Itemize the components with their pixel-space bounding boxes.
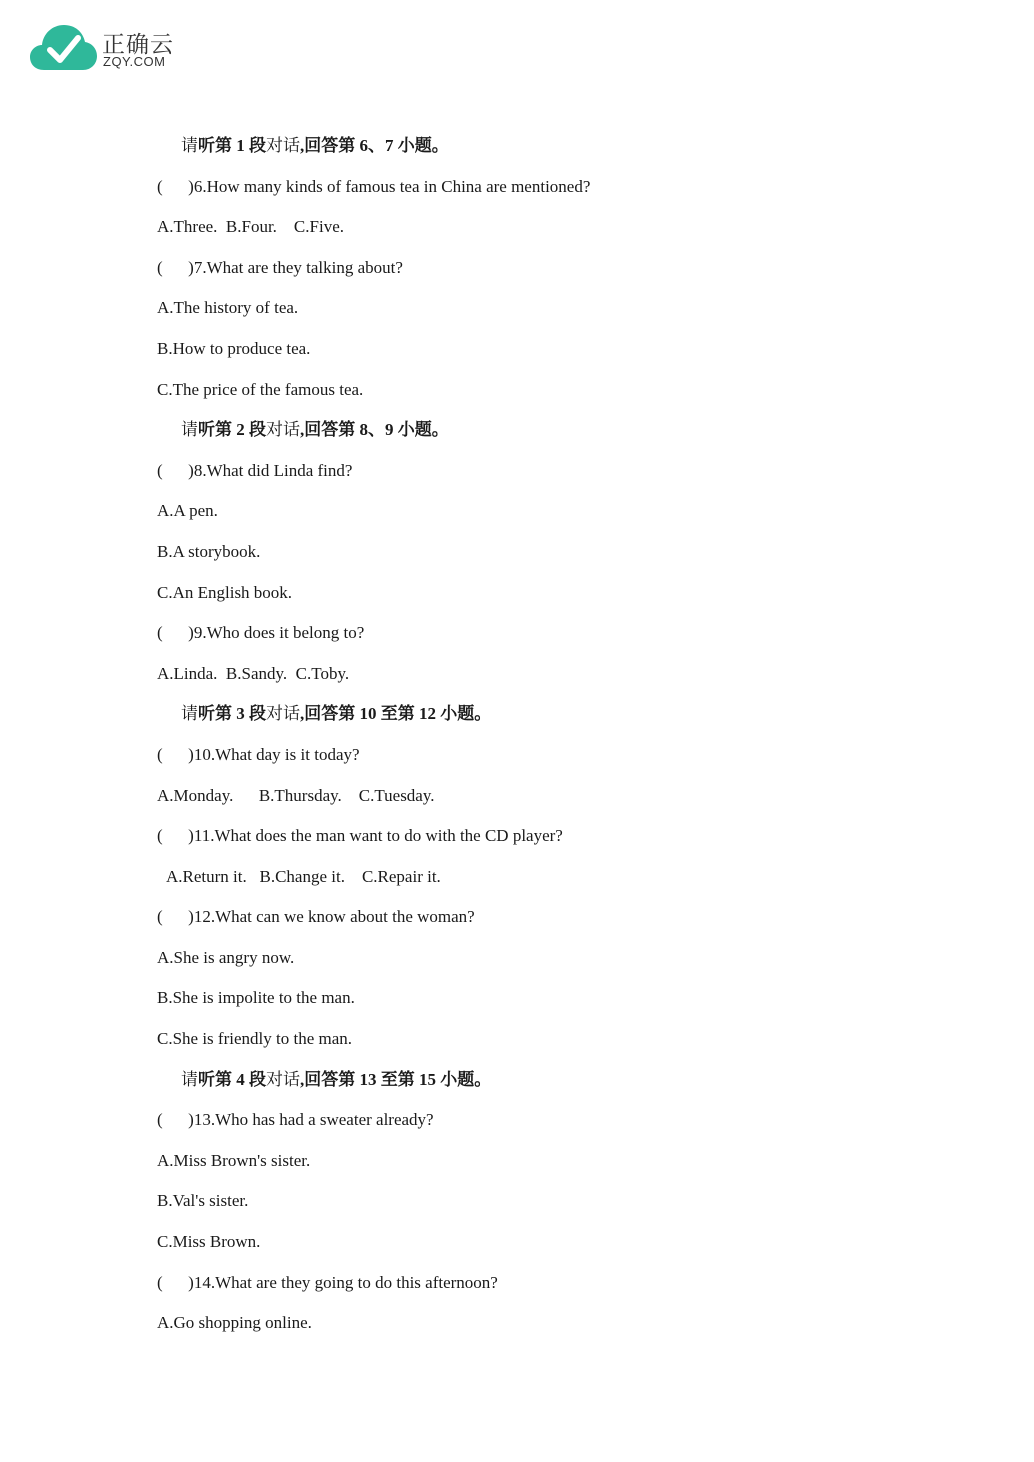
document-body (157, 130, 977, 1348)
option-line: C.She is friendly to the man. (157, 1029, 353, 1049)
option-line: B.She is impolite to the man. (157, 988, 355, 1008)
heading-part: 对话 (266, 1069, 300, 1089)
heading-part: 听第 4 段 (198, 1069, 266, 1089)
question-line: ( )10.What day is it today? (157, 744, 360, 764)
heading-part: 对话 (266, 704, 300, 724)
option-line: A.Monday. B.Thursday. C.Tuesday. (157, 785, 435, 805)
heading-part: 对话 (266, 420, 300, 440)
brand-logo (30, 22, 180, 74)
heading-part: 请 (181, 420, 198, 440)
heading-part: 请 (181, 704, 198, 724)
option-line: A.Go shopping online. (157, 1313, 312, 1333)
question-line: ( )8.What did Linda find? (157, 460, 353, 480)
option-line: A.The history of tea. (157, 298, 299, 318)
option-line: B.Val's sister. (157, 1191, 249, 1211)
section-heading (157, 698, 977, 739)
option-line: A.A pen. (157, 501, 218, 521)
question-line: ( )11.What does the man want to do with the CD player? (157, 826, 563, 846)
heading-part: 听第 1 段 (198, 136, 266, 155)
question-line: ( )7.What are they talking about? (157, 257, 403, 277)
option-line: C.The price of the famous tea. (157, 379, 364, 399)
heading-part: 请 (181, 1069, 198, 1089)
question-line: ( )6.How many kinds of famous tea in China are mentioned? (157, 176, 591, 196)
heading-part: ,回答第 8、9 小题。 (300, 420, 449, 440)
heading-part: ,回答第 6、7 小题。 (300, 136, 449, 155)
option-line: A.Return it. B.Change it. C.Repair it. (166, 866, 441, 886)
cloud-check-icon (30, 22, 98, 72)
option-line: A.Three. B.Four. C.Five. (157, 217, 344, 237)
brand-name-cn: 正确云 (102, 32, 174, 58)
section-heading (157, 414, 977, 455)
option-line: A.Miss Brown's sister. (157, 1150, 311, 1170)
heading-part: 请 (181, 136, 198, 155)
heading-part: 听第 3 段 (198, 704, 266, 724)
question-line: ( )9.Who does it belong to? (157, 623, 365, 643)
question-line: ( )12.What can we know about the woman? (157, 907, 475, 927)
question-line: ( )14.What are they going to do this afternoon? (157, 1272, 498, 1292)
option-line: C.Miss Brown. (157, 1232, 261, 1252)
brand-name-en: ZQY.COM (103, 54, 166, 69)
heading-part: ,回答第 10 至第 12 小题。 (300, 704, 492, 724)
question-line: ( )13.Who has had a sweater already? (157, 1110, 434, 1130)
section-heading (157, 1064, 977, 1105)
heading-part: 听第 2 段 (198, 420, 266, 440)
heading-part: ,回答第 13 至第 15 小题。 (300, 1069, 492, 1089)
option-line: B.How to produce tea. (157, 338, 311, 358)
option-line: A.Linda. B.Sandy. C.Toby. (157, 663, 350, 683)
section-heading (157, 130, 977, 171)
option-line: A.She is angry now. (157, 947, 295, 967)
option-line: C.An English book. (157, 582, 293, 602)
option-line: B.A storybook. (157, 541, 261, 561)
heading-part: 对话 (266, 136, 300, 155)
